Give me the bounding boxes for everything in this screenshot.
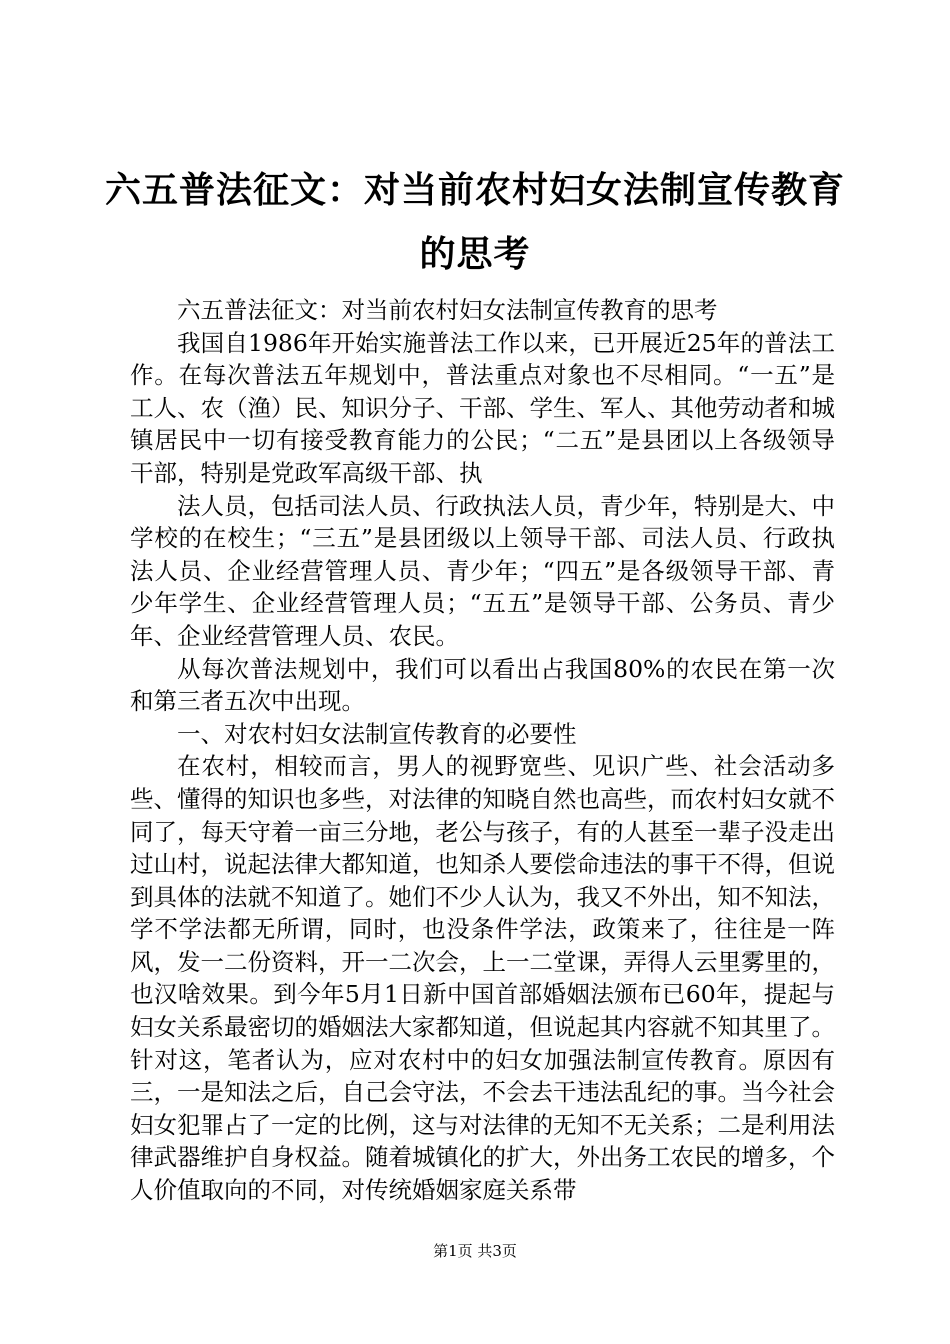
document-body — [130, 294, 835, 1207]
paragraph: 我国自1986年开始实施普法工作以来，已开展近25年的普法工作。在每次普法五年规划中，普法重点对象也不尽相同。“一五”是工人、农（渔）民、知识分子、干部、学生、军人、其他劳动者和城镇居民中一切有接受教育能力的公民；“二五”是县团以上各级领导干部，特别是党政军高级干部、执 — [130, 328, 835, 487]
page-number-footer: 第1页 共3页 — [433, 1242, 517, 1260]
paragraph-subtitle: 六五普法征文：对当前农村妇女法制宣传教育的思考 — [177, 296, 718, 324]
paragraph: 法人员，包括司法人员、行政执法人员，青少年，特别是大、中学校的在校生；“三五”是县团级以上领导干部、司法人员、行政执法人员、企业经营管理人员、青少年；“四五”是各级领导干部、青少年学生、企业经营管理人员；“五五”是领导干部、公务员、青少年、企业经营管理人员、农民。 — [130, 491, 835, 650]
section-heading: 一、对农村妇女法制宣传教育的必要性 — [177, 719, 577, 748]
paragraph: 从每次普法规划中，我们可以看出占我国80%的农民在第一次和第三者五次中出现。 — [130, 654, 835, 716]
paragraph: 在农村，相较而言，男人的视野宽些、见识广些、社会活动多些、懂得的知识也多些，对法律的知晓自然也高些，而农村妇女就不同了，每天守着一亩三分地，老公与孩子，有的人甚至一辈子没走出过山村，说起法律大都知道，也知杀人要偿命违法的事干不得，但说到具体的法就不知道了。她们不少人认为，我又不外出，知不知法，学不学法都无所谓，同时，也没条件学法，政策来了，往往是一阵风，发一二份资料，开一二次会，上一二堂课，弄得人云里雾里的，也汉啥效果。到今年5月1日新中国首部婚姻法颁布已60年，提起与妇女关系最密切的婚姻法大家都知道，但说起其内容就不知其里了。针对这，笔者认为，应对农村中的妇女加强法制宣传教育。原因有三，一是知法之后，自己会守法，不会去干违法乱纪的事。当今社会妇女犯罪占了一定的比例，这与对法律的无知不无关系；二是利用法律武器维护自身权益。随着城镇化的扩大，外出务工农民的增多，个人价值取向的不同，对传统婚姻家庭关系带 — [130, 752, 835, 1205]
document-title: 六五普法征文：对当前农村妇女法制宣传教育的思考 — [104, 169, 845, 275]
